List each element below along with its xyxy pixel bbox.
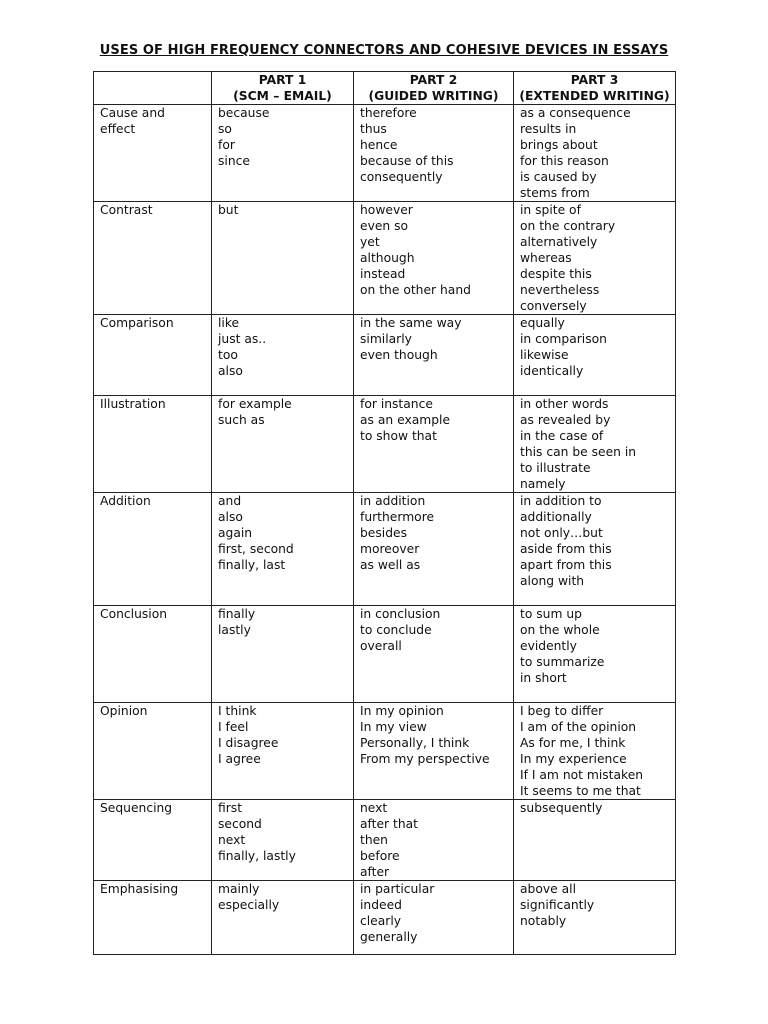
connector-item: generally — [360, 930, 418, 944]
cell-category — [94, 202, 212, 315]
connector-item: whereas — [520, 251, 572, 265]
connector-item: is caused by — [520, 170, 597, 184]
cell-part1 — [212, 105, 354, 202]
connector-item: after — [360, 865, 390, 879]
connector-item: just as.. — [218, 332, 267, 346]
connector-item: so — [218, 122, 232, 136]
header-part1 — [212, 72, 354, 105]
cell-category — [94, 396, 212, 493]
table-row — [94, 315, 676, 396]
category-label: Illustration — [100, 397, 166, 411]
connector-item: such as — [218, 413, 265, 427]
connector-item: nevertheless — [520, 283, 600, 297]
connector-item: subsequently — [520, 801, 603, 815]
connector-item: especially — [218, 898, 280, 912]
cell-part1 — [212, 606, 354, 703]
table-row — [94, 703, 676, 800]
connector-item: also — [218, 364, 243, 378]
cell-part2 — [354, 105, 514, 202]
connector-item: In my experience — [520, 752, 627, 766]
connector-item: for — [218, 138, 235, 152]
connector-item: clearly — [360, 914, 402, 928]
connector-item: and — [218, 494, 242, 508]
connector-item: for instance — [360, 397, 433, 411]
header-part2-line2: (GUIDED WRITING) — [368, 89, 499, 103]
connector-item: alternatively — [520, 235, 598, 249]
table-row — [94, 606, 676, 703]
cell-part1 — [212, 881, 354, 955]
connector-item: in spite of — [520, 203, 581, 217]
cell-part1 — [212, 396, 354, 493]
connector-item: I beg to differ — [520, 704, 604, 718]
connector-item: conversely — [520, 299, 587, 313]
connector-item: I am of the opinion — [520, 720, 637, 734]
connector-item: It seems to me that — [520, 784, 641, 798]
connector-item: notably — [520, 914, 567, 928]
cell-part3 — [514, 703, 676, 800]
connector-item: yet — [360, 235, 380, 249]
header-row — [94, 72, 676, 105]
connector-item: furthermore — [360, 510, 435, 524]
connector-item: consequently — [360, 170, 443, 184]
connector-item: namely — [520, 477, 566, 491]
connector-item: moreover — [360, 542, 420, 556]
connector-item: for example — [218, 397, 292, 411]
cell-part3 — [514, 202, 676, 315]
category-label: Addition — [100, 494, 151, 508]
connector-item: aside from this — [520, 542, 612, 556]
header-part1-line1: PART 1 — [258, 73, 307, 87]
connector-item: therefore — [360, 106, 417, 120]
connector-item: lastly — [218, 623, 251, 637]
connector-item: first, second — [218, 542, 294, 556]
connector-item: finally, lastly — [218, 849, 296, 863]
connector-item: to illustrate — [520, 461, 591, 475]
header-part2 — [354, 72, 514, 105]
connector-item: in conclusion — [360, 607, 441, 621]
category-label: Opinion — [100, 704, 148, 718]
connector-item: stems from — [520, 186, 590, 200]
connector-item: identically — [520, 364, 584, 378]
connector-item: even so — [360, 219, 409, 233]
connector-item: to show that — [360, 429, 437, 443]
connector-item: to summarize — [520, 655, 605, 669]
cell-part1 — [212, 202, 354, 315]
cell-part2 — [354, 703, 514, 800]
connector-item: besides — [360, 526, 407, 540]
connector-item: similarly — [360, 332, 412, 346]
connector-item: I think — [218, 704, 257, 718]
category-label: Cause and — [100, 106, 165, 120]
connector-item: on the other hand — [360, 283, 471, 297]
document-title: USES OF HIGH FREQUENCY CONNECTORS AND COHESIVE DEVICES IN ESSAYS — [99, 43, 669, 58]
cell-category — [94, 105, 212, 202]
cell-part1 — [212, 703, 354, 800]
connector-item: as a consequence — [520, 106, 631, 120]
connector-item: Personally, I think — [360, 736, 470, 750]
connector-item: as an example — [360, 413, 451, 427]
cell-part3 — [514, 315, 676, 396]
cell-part2 — [354, 396, 514, 493]
connector-item: mainly — [218, 882, 260, 896]
category-label: Conclusion — [100, 607, 168, 621]
cell-part3 — [514, 396, 676, 493]
connector-item: to conclude — [360, 623, 432, 637]
connector-item: As for me, I think — [520, 736, 626, 750]
connector-item: on the contrary — [520, 219, 616, 233]
connector-item: I feel — [218, 720, 249, 734]
connector-item: too — [218, 348, 238, 362]
connector-item: In my opinion — [360, 704, 444, 718]
category-label: Comparison — [100, 316, 174, 330]
connector-item: because of this — [360, 154, 454, 168]
connector-item: in particular — [360, 882, 435, 896]
connector-item: in addition — [360, 494, 426, 508]
connector-item: evidently — [520, 639, 577, 653]
cell-category — [94, 800, 212, 881]
connector-item: next — [218, 833, 246, 847]
connector-item: in the case of — [520, 429, 604, 443]
connector-item: after that — [360, 817, 418, 831]
connector-item: before — [360, 849, 400, 863]
cell-part3 — [514, 606, 676, 703]
header-part1-line2: (SCM – EMAIL) — [233, 89, 332, 103]
connector-item: however — [360, 203, 413, 217]
category-label: Emphasising — [100, 882, 179, 896]
header-part2-line1: PART 2 — [409, 73, 458, 87]
table-row — [94, 881, 676, 955]
header-part3 — [514, 72, 676, 105]
cell-category — [94, 606, 212, 703]
connector-item: in comparison — [520, 332, 607, 346]
connector-item: despite this — [520, 267, 592, 281]
cell-part3 — [514, 105, 676, 202]
cell-part2 — [354, 800, 514, 881]
connector-item: significantly — [520, 898, 595, 912]
connector-item: as well as — [360, 558, 421, 572]
connector-item: in other words — [520, 397, 609, 411]
connector-item: along with — [520, 574, 585, 588]
connector-item: thus — [360, 122, 387, 136]
connector-item: equally — [520, 316, 565, 330]
category-label: Contrast — [100, 203, 153, 217]
cell-part3 — [514, 493, 676, 606]
connector-item: like — [218, 316, 240, 330]
cell-part2 — [354, 493, 514, 606]
connector-item: finally, last — [218, 558, 286, 572]
connector-item: From my perspective — [360, 752, 490, 766]
connector-item: to sum up — [520, 607, 582, 621]
cell-part2 — [354, 202, 514, 315]
cell-category — [94, 881, 212, 955]
cell-part2 — [354, 606, 514, 703]
connector-item: overall — [360, 639, 402, 653]
connector-item: hence — [360, 138, 398, 152]
table-row — [94, 800, 676, 881]
connector-item: in the same way — [360, 316, 462, 330]
connector-item: brings about — [520, 138, 598, 152]
connector-item: because — [218, 106, 270, 120]
cell-part3 — [514, 800, 676, 881]
cell-part1 — [212, 315, 354, 396]
connector-item: but — [218, 203, 239, 217]
header-part3-line2: (EXTENDED WRITING) — [519, 89, 670, 103]
connector-item: In my view — [360, 720, 427, 734]
cell-part3 — [514, 881, 676, 955]
connector-item: If I am not mistaken — [520, 768, 644, 782]
connector-item: likewise — [520, 348, 569, 362]
connector-item: indeed — [360, 898, 402, 912]
connector-item: on the whole — [520, 623, 600, 637]
connector-item: then — [360, 833, 388, 847]
connector-item: again — [218, 526, 253, 540]
connector-item: since — [218, 154, 250, 168]
connector-item: next — [360, 801, 388, 815]
connector-item: above all — [520, 882, 576, 896]
table-row — [94, 202, 676, 315]
connector-item: not only…but — [520, 526, 603, 540]
connector-item: for this reason — [520, 154, 609, 168]
header-part3-line1: PART 3 — [570, 73, 619, 87]
header-empty — [94, 72, 212, 105]
connector-item: even though — [360, 348, 438, 362]
connector-item: this can be seen in — [520, 445, 637, 459]
connector-item: also — [218, 510, 243, 524]
cell-category — [94, 315, 212, 396]
connector-item: second — [218, 817, 262, 831]
connector-item: results in — [520, 122, 577, 136]
table-body — [94, 105, 676, 955]
category-label: effect — [100, 122, 136, 136]
connector-item: apart from this — [520, 558, 612, 572]
cell-category — [94, 493, 212, 606]
connector-item: additionally — [520, 510, 592, 524]
connector-item: finally — [218, 607, 256, 621]
connector-item: I agree — [218, 752, 261, 766]
connector-item: in addition to — [520, 494, 602, 508]
cell-part2 — [354, 881, 514, 955]
connector-item: although — [360, 251, 415, 265]
connector-item: in short — [520, 671, 567, 685]
cell-part2 — [354, 315, 514, 396]
category-label: Sequencing — [100, 801, 173, 815]
connector-item: I disagree — [218, 736, 279, 750]
connector-item: instead — [360, 267, 406, 281]
table-row — [94, 493, 676, 606]
cell-part1 — [212, 800, 354, 881]
cell-category — [94, 703, 212, 800]
cell-part1 — [212, 493, 354, 606]
connectors-table — [93, 71, 676, 955]
table-row — [94, 396, 676, 493]
connector-item: first — [218, 801, 243, 815]
connector-item: as revealed by — [520, 413, 611, 427]
table-row — [94, 105, 676, 202]
